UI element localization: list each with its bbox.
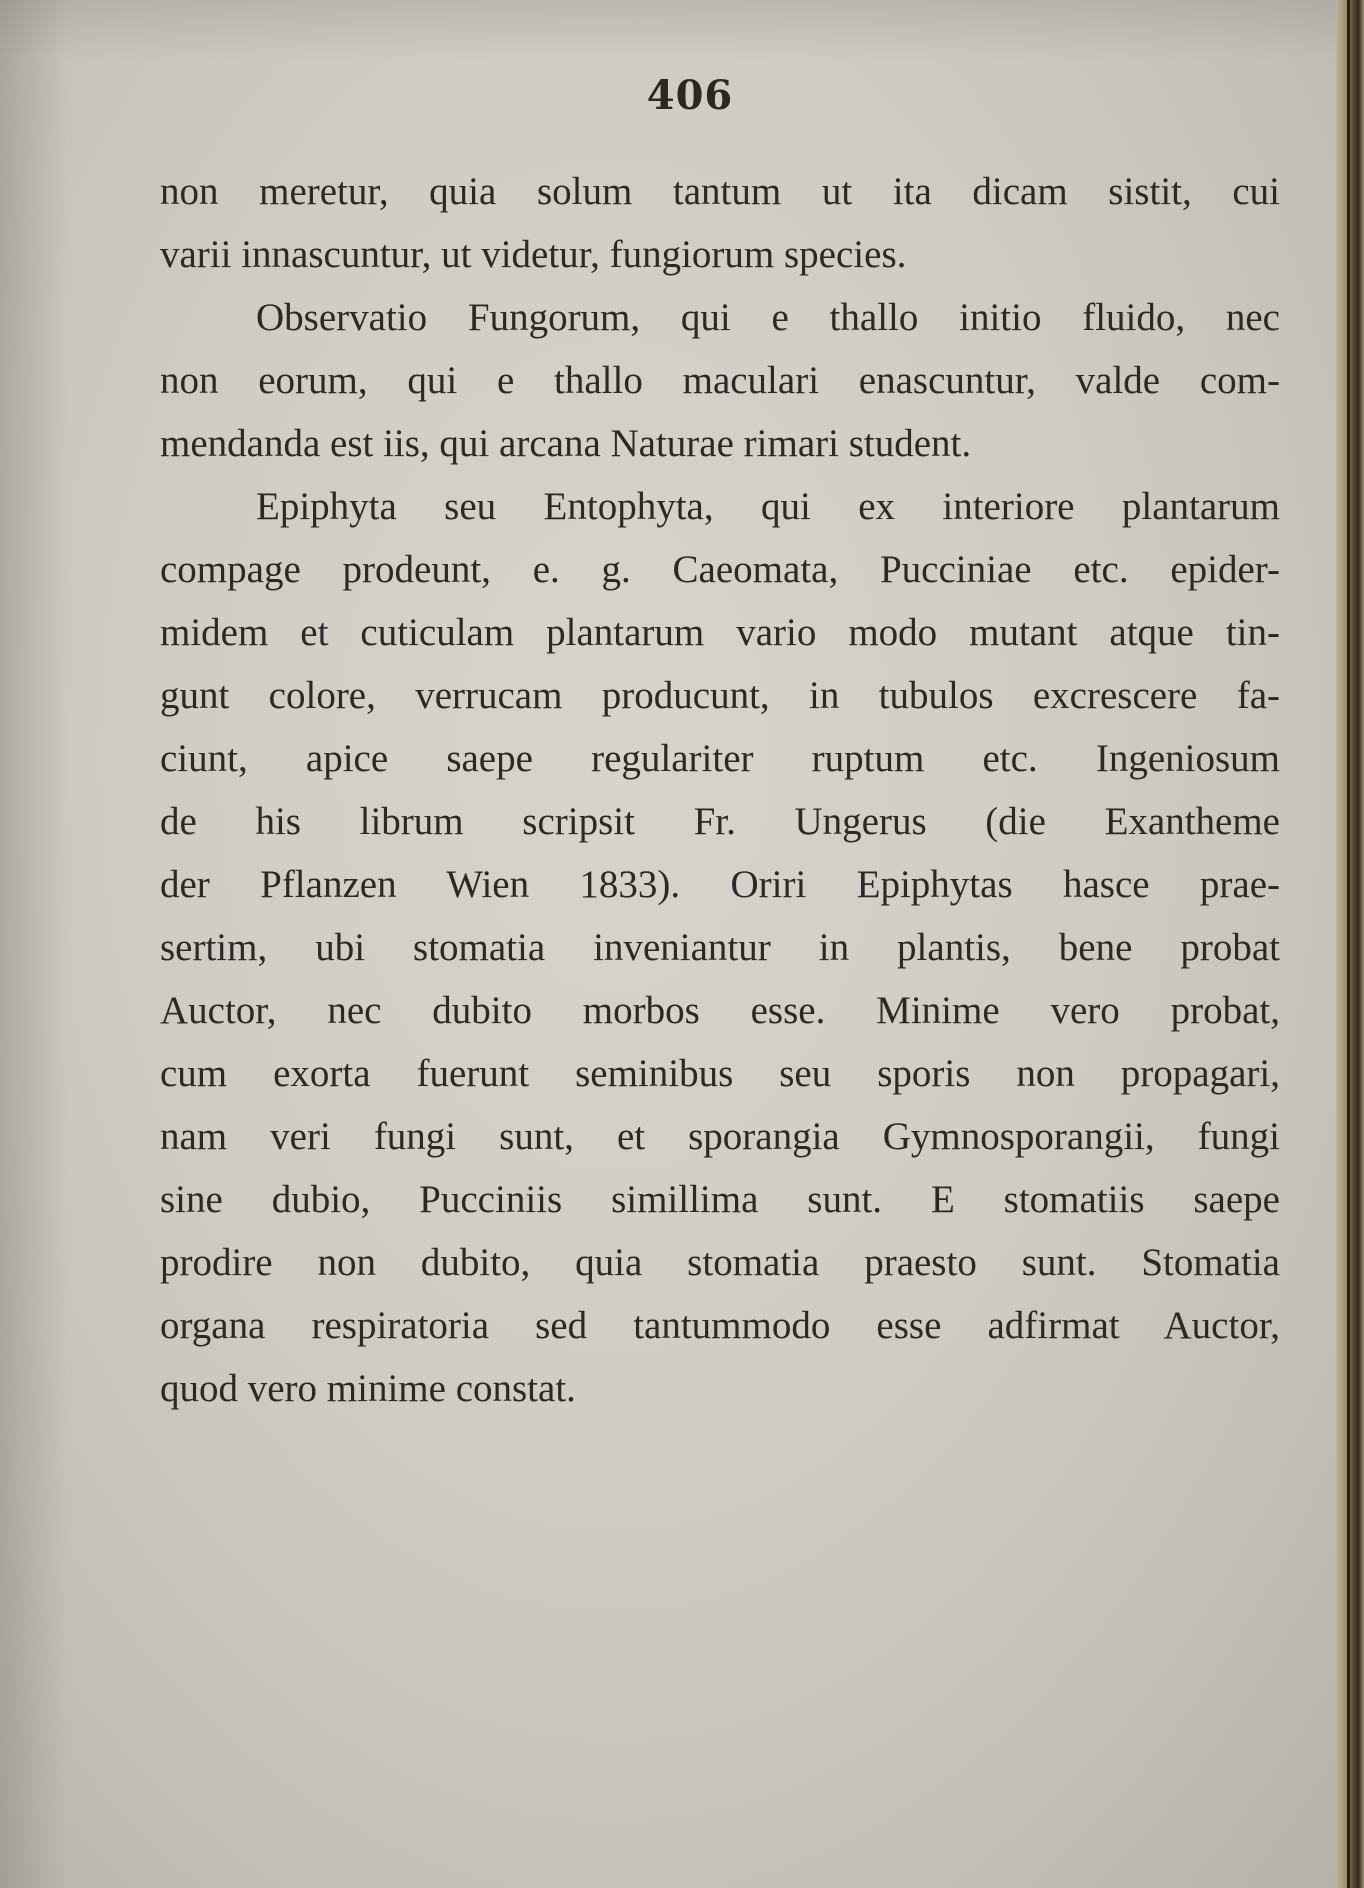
text-line: gunt colore, verrucam producunt, in tubulos excrescere fa-	[160, 674, 1280, 717]
text-line: Epiphyta seu Entophyta, qui ex interiore plantarum	[256, 485, 1280, 528]
text-line: non meretur, quia solum tantum ut ita dicam sistit, cui	[160, 170, 1280, 213]
body-text	[160, 160, 1280, 1420]
text-line: de his librum scripsit Fr. Ungerus (die Exantheme	[160, 800, 1280, 843]
page-number: 406	[646, 72, 734, 119]
text-line: Auctor, nec dubito morbos esse. Minime vero probat,	[160, 989, 1280, 1032]
book-edge-line	[1347, 0, 1350, 1888]
page-shadow-left	[0, 0, 70, 1888]
text-line: nam veri fungi sunt, et sporangia Gymnosporangii, fungi	[160, 1115, 1280, 1158]
text-line: mendanda est iis, qui arcana Naturae rimari student.	[160, 422, 972, 465]
text-line: compage prodeunt, e. g. Caeomata, Pucciniae etc. epider-	[160, 548, 1280, 591]
text-line: sertim, ubi stomatia inveniantur in plantis, bene probat	[160, 926, 1280, 969]
text-line: Observatio Fungorum, qui e thallo initio fluido, nec	[256, 296, 1280, 339]
text-line: non eorum, qui e thallo maculari enascuntur, valde com-	[160, 359, 1280, 402]
text-line: der Pflanzen Wien 1833). Oriri Epiphytas hasce prae-	[160, 863, 1280, 906]
page-shadow-top	[0, 0, 1364, 60]
text-line: ciunt, apice saepe regulariter ruptum etc. Ingeniosum	[160, 737, 1280, 780]
text-line: organa respiratoria sed tantummodo esse adfirmat Auctor,	[160, 1304, 1280, 1347]
text-line: sine dubio, Pucciniis simillima sunt. E stomatiis saepe	[160, 1178, 1280, 1221]
book-edge	[1336, 0, 1364, 1888]
text-line: cum exorta fuerunt seminibus seu sporis non propagari,	[160, 1052, 1280, 1095]
text-line: varii innascuntur, ut videtur, fungiorum species.	[160, 233, 907, 276]
text-line: quod vero minime constat.	[160, 1367, 576, 1410]
text-line: prodire non dubito, quia stomatia praesto sunt. Stomatia	[160, 1241, 1280, 1284]
text-line: midem et cuticulam plantarum vario modo mutant atque tin-	[160, 611, 1280, 654]
